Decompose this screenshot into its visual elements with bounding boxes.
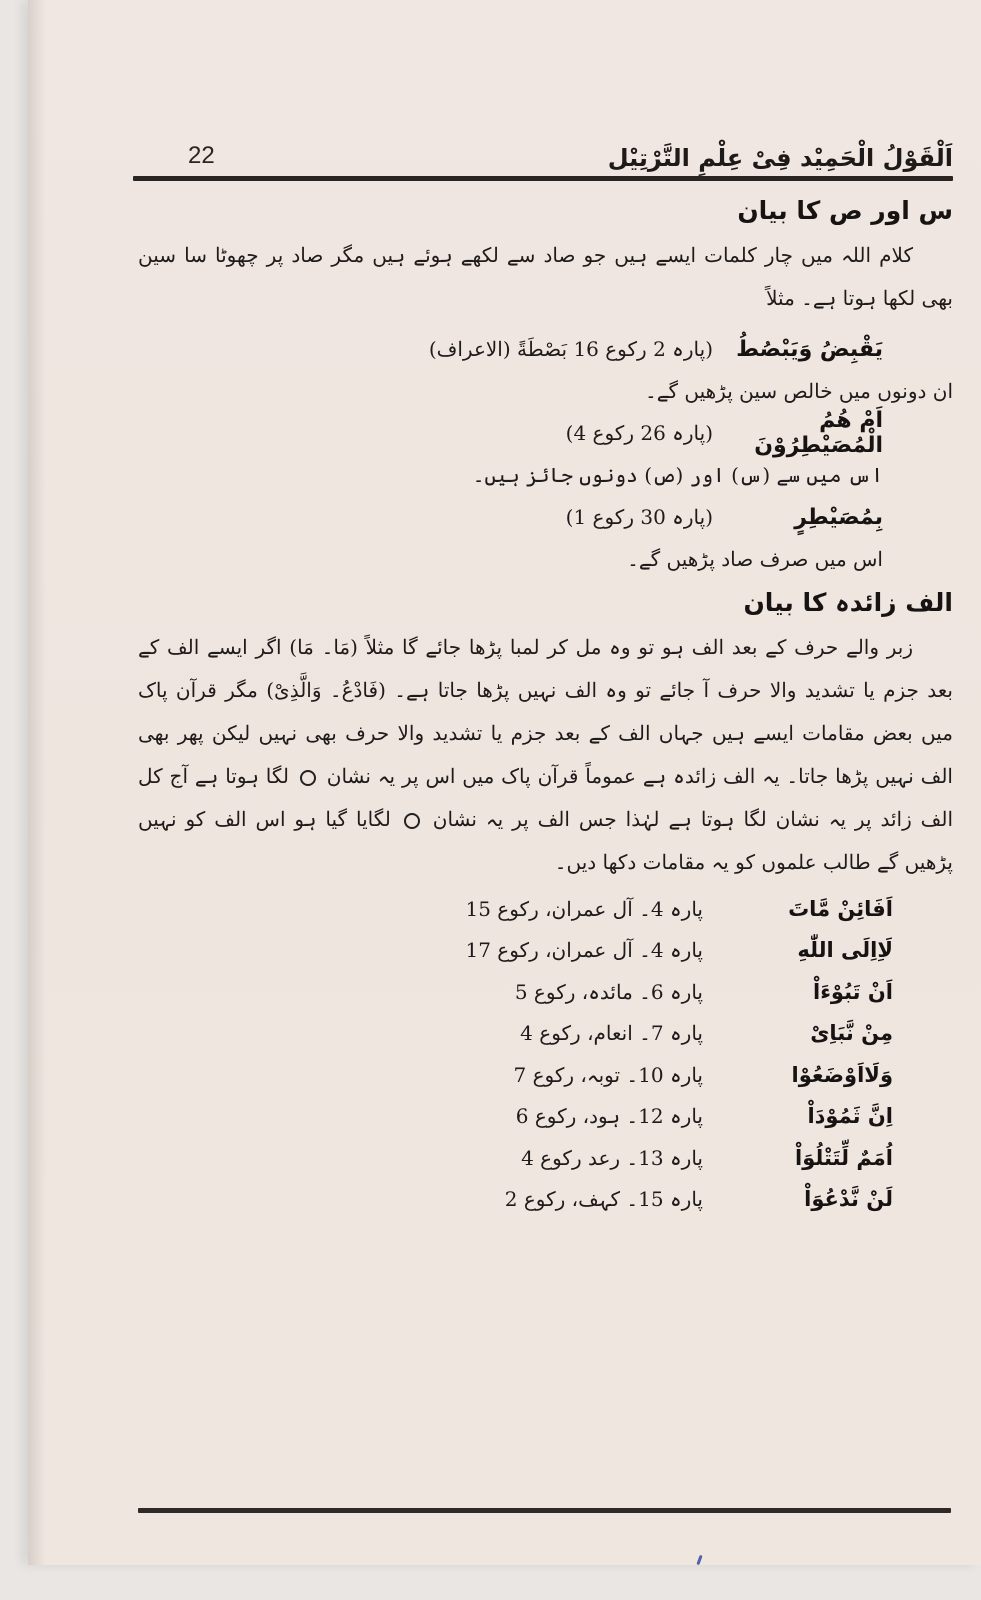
- quran-word: لَنْ نَّدْعُوَاْ: [804, 1187, 893, 1212]
- quran-word: وَلَااَوْضَعُوْا: [791, 1062, 893, 1087]
- reference: پارہ 10۔ توبہ، رکوع 7: [513, 1062, 703, 1087]
- paragraph-text-c: لگایا گیا ہو اس الف کو نہیں پڑھیں گے طالب علموں کو یہ مقامات دکھا دیں۔: [138, 807, 953, 874]
- example-row: [138, 408, 953, 458]
- quran-word: اَفَائِنْ مَّاتَ: [788, 896, 893, 921]
- quran-word: بِمُصَیْطِرٍ: [794, 504, 883, 530]
- ring-symbol-icon: [404, 813, 420, 829]
- list-item: [138, 1137, 953, 1179]
- header-rule: [133, 176, 953, 181]
- paragraph-text-a: زبر والے حرف کے بعد الف ہو تو وہ مل کر لمبا پڑھا جائے گا مثلاً (مَا۔ مَا) اگر ایسے الف کے بعد جزم یا تشدید والا حرف آ جائے تو وہ الف نہیں پڑھا جاتا ہے۔ (فَادْعُ۔ وَالَّذِیْ) مگر قرآن پاک میں بعض مقامات ایسے ہیں جہاں الف کے بعد جزم یا تشدید والا حرف بھی نہیں لیکن پھر بھی الف نہیں پڑھا جاتا۔ یہ الف زائدہ ہے عموماً قرآن پاک میں اس پر یہ نشان: [138, 635, 953, 788]
- quran-word: اِنَّ ثَمُوْدَاْ: [807, 1104, 893, 1129]
- section-heading-alif-zaida: الف زائدہ کا بیان: [743, 588, 953, 617]
- example-row: [138, 328, 953, 370]
- reference: پارہ 12۔ ہود، رکوع 6: [515, 1104, 703, 1129]
- reference: پارہ 4۔ آل عمران، رکوع 17: [465, 938, 703, 963]
- reference: پارہ 15۔ کہف، رکوع 2: [504, 1187, 703, 1212]
- book-page: [28, 0, 981, 1565]
- quran-word: لَاِاِلَی اللّٰهِ: [797, 938, 893, 963]
- list-item: [138, 1054, 953, 1096]
- list-item: [138, 1096, 953, 1138]
- reference: پارہ 4۔ آل عمران، رکوع 15: [465, 896, 703, 921]
- footer-rule: [138, 1508, 951, 1513]
- quran-word: مِنْ نَّبَاِیْ: [810, 1021, 893, 1046]
- reference: (پارہ 26 رکوع 4): [565, 421, 713, 445]
- quran-word: اَمْ هُمُ الْمُصَیْطِرُوْنَ: [754, 408, 883, 458]
- reference: پارہ 6۔ مائدہ، رکوع 5: [514, 979, 703, 1004]
- paragraph-alif-zaida: [138, 626, 953, 884]
- list-item: [138, 888, 953, 930]
- list-item: [138, 1179, 953, 1221]
- list-item: [138, 1013, 953, 1055]
- ring-symbol-icon: [300, 770, 316, 786]
- quran-word: یَقْبِضُ وَیَبْصُطُ: [736, 336, 883, 362]
- occurrence-list: [138, 888, 953, 1220]
- page-number: 22: [188, 142, 215, 169]
- note-line: اس میں سے (س) اور (ص) دونوں جائز ہیں۔: [472, 463, 883, 487]
- paragraph-text-b: لگا ہوتا ہے آج کل الف زائد پر یہ نشان لگا ہوتا ہے لہٰذا جس الف پر یہ نشان: [138, 764, 954, 831]
- section-heading-sin-saad: س اور ص کا بیان: [737, 196, 953, 225]
- ink-mark: [696, 1555, 702, 1565]
- reference: (پارہ 30 رکوع 1): [565, 505, 713, 529]
- reference: پارہ 13۔ رعد رکوع 4: [521, 1145, 703, 1170]
- list-item: [138, 971, 953, 1013]
- page-header: [133, 128, 953, 174]
- list-item: [138, 930, 953, 972]
- book-title: اَلْقَوْلُ الْحَمِیْد فِیْ عِلْمِ التَّرْتِیْل: [607, 144, 953, 172]
- reference: (پارہ 2 رکوع 16 بَصْطَةً (الاعراف): [428, 337, 713, 361]
- example-row: [138, 496, 953, 538]
- quran-word: اَنْ تَبُوْءَاْ: [813, 979, 893, 1004]
- quran-word: اُمَمٌ لِّتَتْلُوَاْ: [795, 1145, 893, 1170]
- reference: پارہ 7۔ انعام، رکوع 4: [520, 1021, 703, 1046]
- note-line: ان دونوں میں خالص سین پڑھیں گے۔: [645, 379, 953, 403]
- note-line: اس میں صرف صاد پڑھیں گے۔: [627, 547, 883, 571]
- paragraph-intro: کلام اللہ میں چار کلمات ایسے ہیں جو صاد سے لکھے ہوئے ہیں مگر صاد پر چھوٹا سا سین بھی لکھا ہوتا ہے۔ مثلاً: [138, 243, 953, 310]
- page-content: [138, 188, 953, 1220]
